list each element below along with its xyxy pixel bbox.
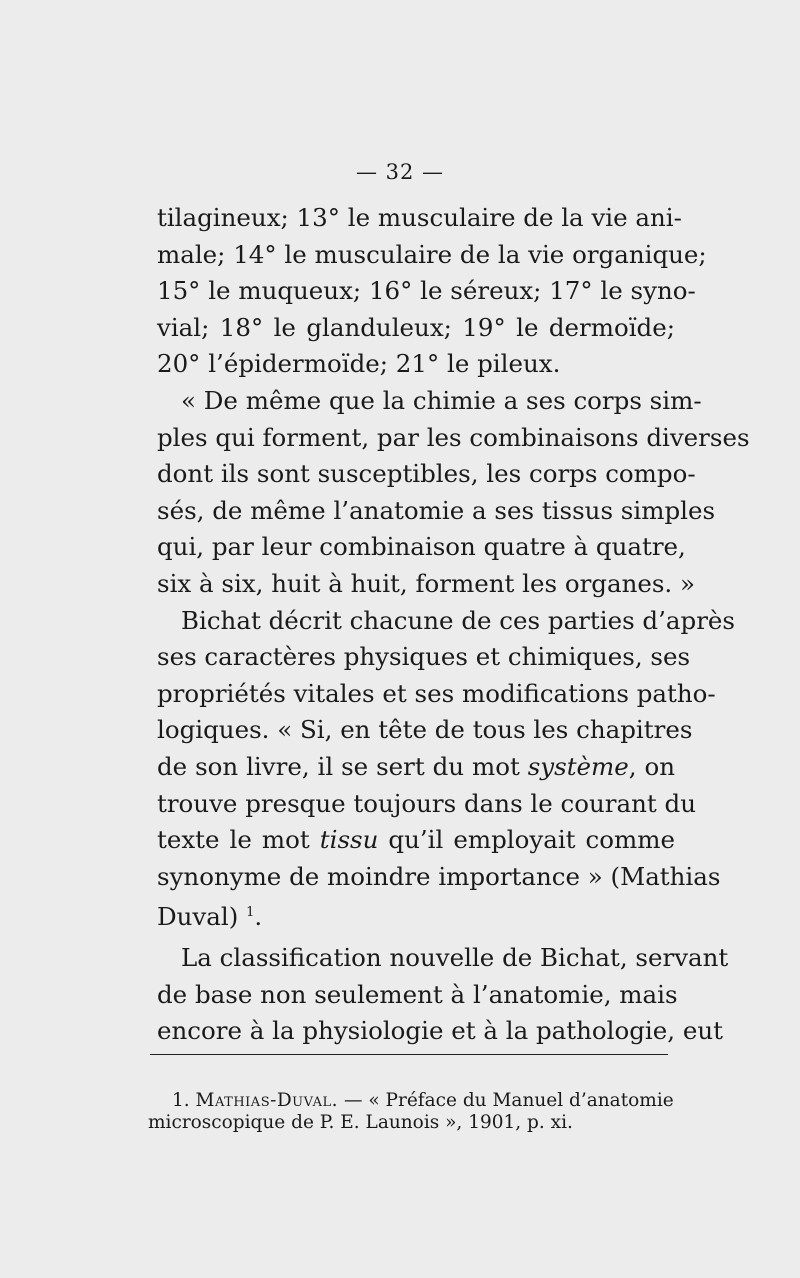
text-fragment: de son livre, il se sert du mot bbox=[157, 751, 528, 781]
text-line bbox=[157, 749, 675, 786]
footnote-divider bbox=[150, 1054, 668, 1055]
footnote-line bbox=[148, 1090, 673, 1112]
text-line: 20° l’épidermoïde; 21° le pileux. bbox=[157, 349, 561, 379]
text-fragment: qu’il employait comme bbox=[378, 825, 675, 855]
footnote bbox=[148, 1090, 673, 1134]
footnote-author: Mathias-Duval. bbox=[195, 1090, 339, 1111]
text-fragment: , on bbox=[628, 751, 676, 781]
text-line: encore à la physiologie et à la pathologie, eut bbox=[157, 1016, 723, 1046]
text-line: « De même que la chimie a ses corps sim- bbox=[181, 385, 702, 415]
text-line bbox=[157, 822, 675, 859]
text-line: trouve presque toujours dans le courant du bbox=[157, 788, 696, 818]
text-line: tilagineux; 13° le musculaire de la vie ani- bbox=[157, 203, 682, 232]
text-line: ples qui forment, par les combinaisons diverses bbox=[157, 422, 750, 452]
text-fragment: Duval) bbox=[157, 902, 247, 932]
text-line: 15° le muqueux; 16° le séreux; 17° le syno- bbox=[157, 276, 696, 306]
text-line: six à six, huit à huit, forment les organes. » bbox=[157, 568, 695, 598]
text-line bbox=[157, 895, 675, 936]
text-line: La classification nouvelle de Bichat, servant bbox=[181, 943, 729, 973]
italic-word: tissu bbox=[319, 825, 379, 855]
text-line: synonyme de moindre importance » (Mathias bbox=[157, 861, 721, 891]
text-line: dont ils sont susceptibles, les corps compo- bbox=[157, 459, 696, 489]
text-line: sés, de même l’anatomie a ses tissus simples bbox=[157, 495, 716, 525]
text-line: ses caractères physiques et chimiques, ses bbox=[157, 642, 691, 672]
text-line: logiques. « Si, en tête de tous les chapitres bbox=[157, 715, 693, 745]
body-text bbox=[157, 200, 750, 1050]
text-line: qui, par leur combinaison quatre à quatre, bbox=[157, 532, 686, 562]
footnote-line: microscopique de P. E. Launois », 1901, p. xi. bbox=[148, 1112, 573, 1133]
text-line: de base non seulement à l’anatomie, mais bbox=[157, 979, 678, 1009]
text-line: Bichat décrit chacune de ces parties d’après bbox=[181, 605, 735, 635]
text-line: propriétés vitales et ses modifications patho- bbox=[157, 678, 716, 708]
footnote-text: — « Préface du Manuel d’anatomie bbox=[338, 1090, 674, 1111]
italic-word: système bbox=[527, 751, 629, 781]
text-fragment: . bbox=[254, 902, 263, 932]
text-fragment: texte le mot bbox=[157, 825, 320, 855]
footnote-reference: 1 bbox=[246, 905, 255, 921]
page-number: — 32 — bbox=[355, 160, 445, 184]
text-line: male; 14° le musculaire de la vie organique; bbox=[157, 239, 707, 269]
footnote-marker: 1. bbox=[172, 1090, 190, 1111]
text-line: vial; 18° le glanduleux; 19° le dermoïde; bbox=[157, 312, 675, 342]
